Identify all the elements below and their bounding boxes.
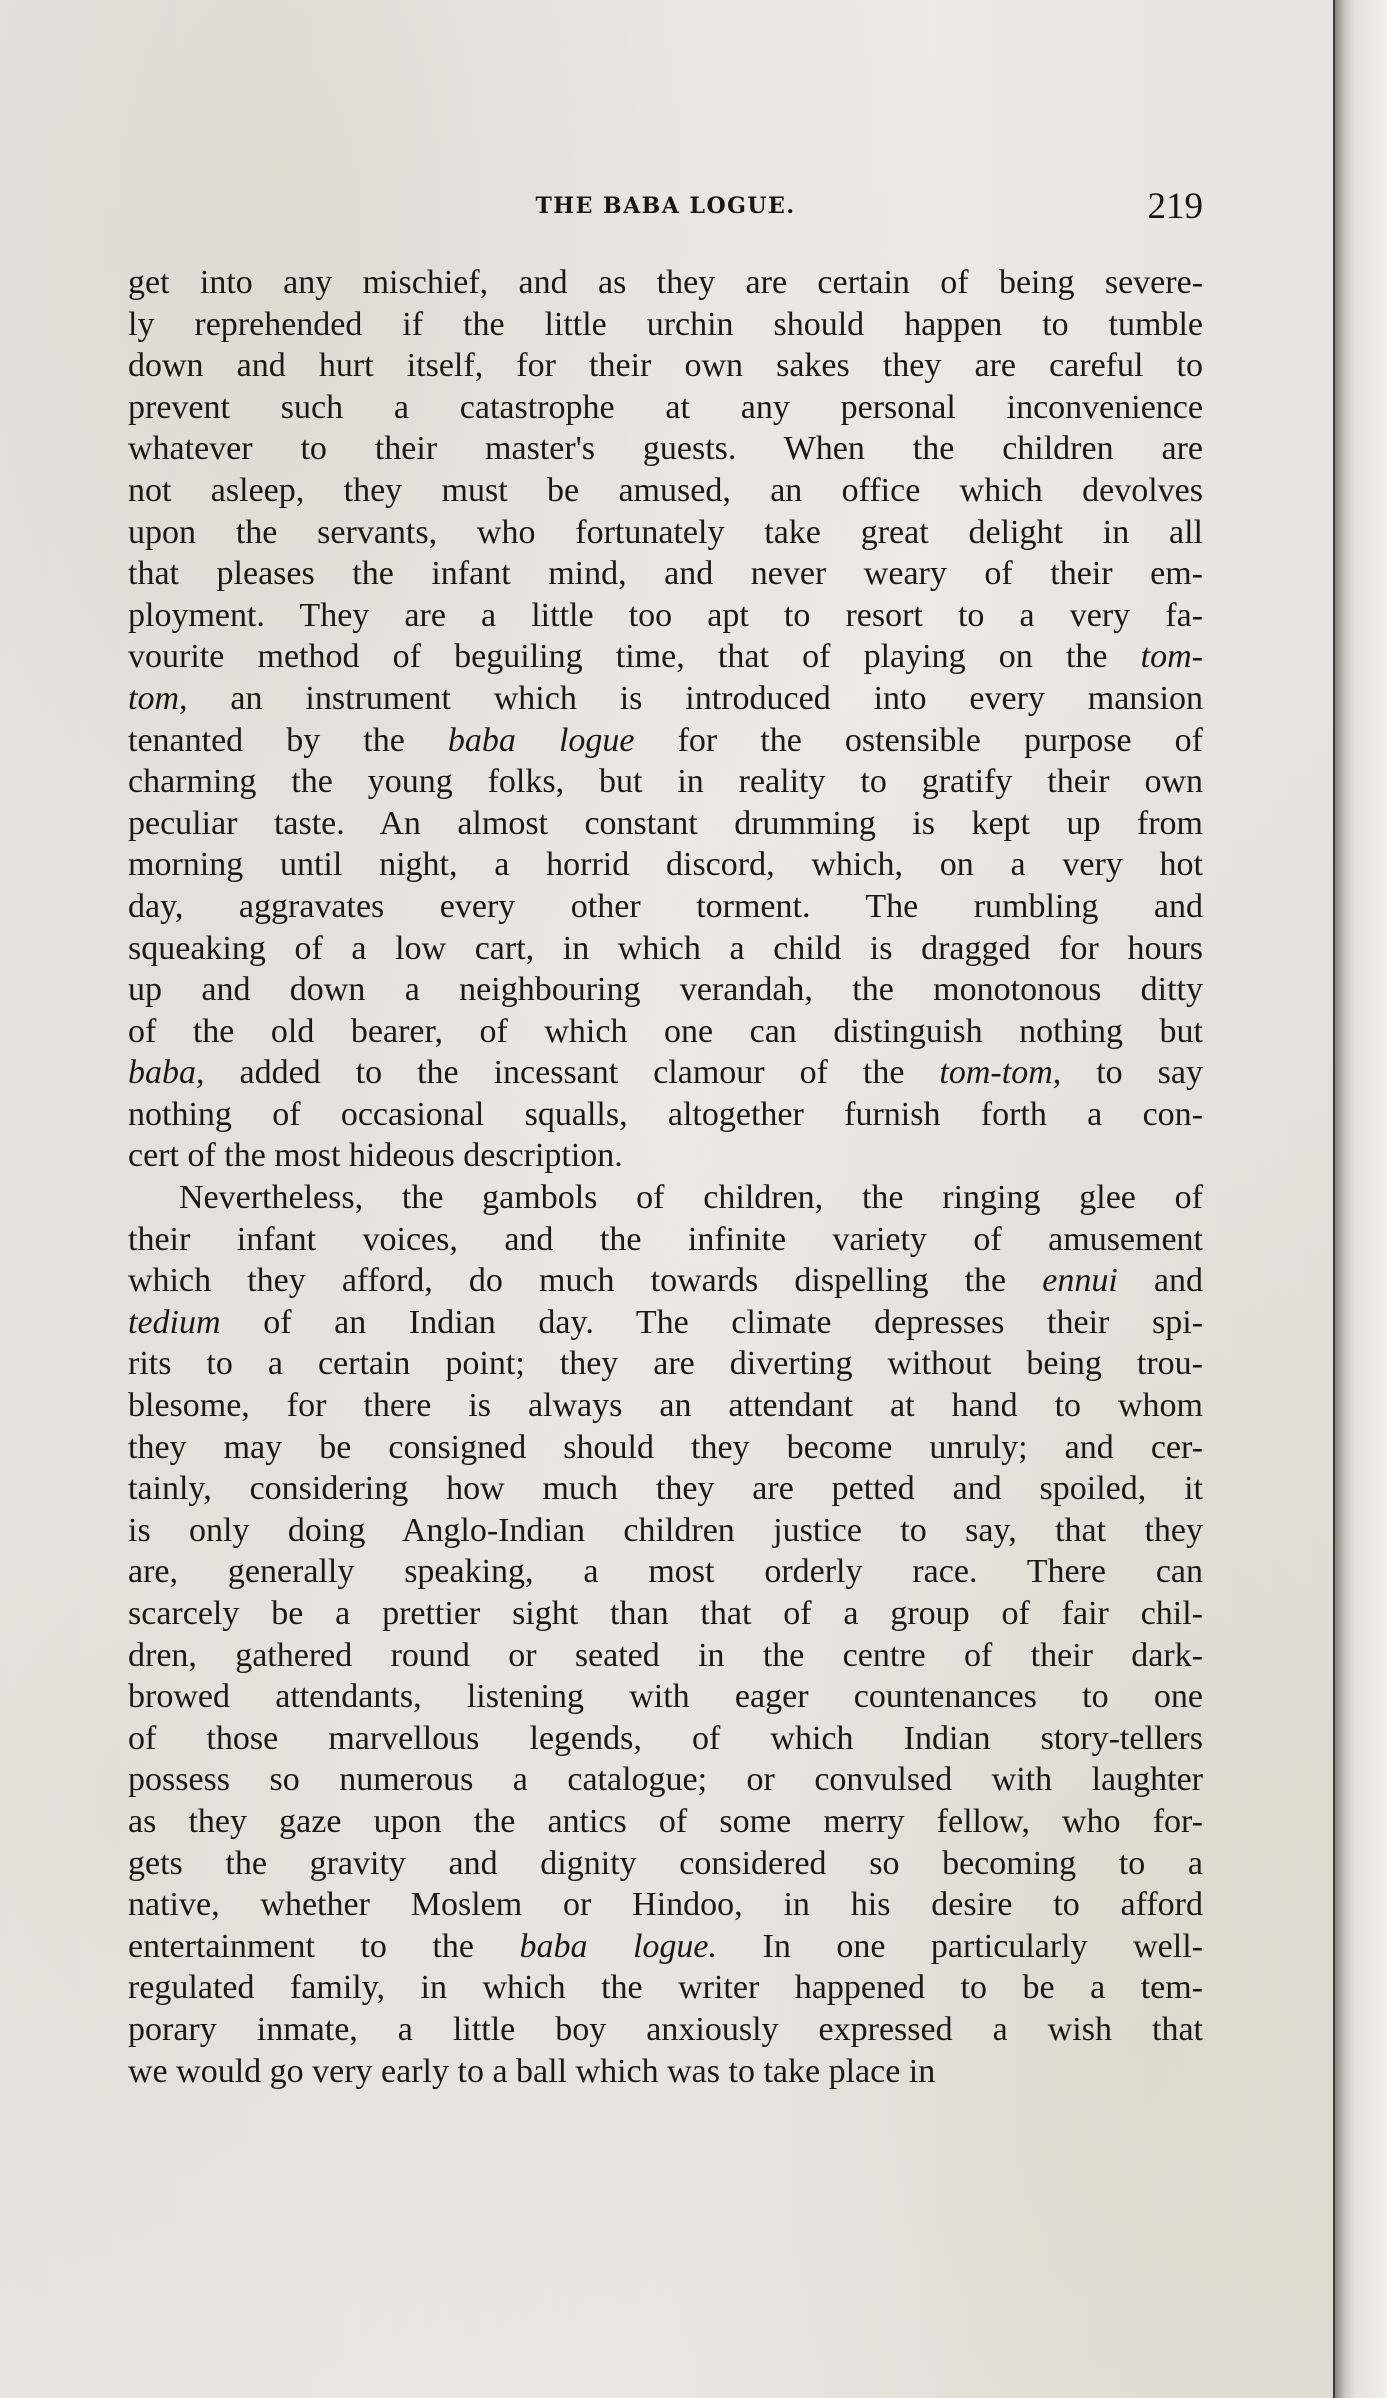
text-run: gets the gravity and dignity considered so becoming to a	[128, 1844, 1203, 1882]
text-run: to say	[1061, 1054, 1203, 1092]
text-run: nothing of occasional squalls, altogether furnish forth a con-	[128, 1095, 1203, 1133]
text-run: upon the servants, who fortunately take great delight in all	[128, 513, 1203, 551]
text-line	[128, 1094, 1203, 1136]
text-line	[128, 1135, 1203, 1177]
text-line	[128, 720, 1203, 762]
text-line	[128, 1801, 1203, 1843]
page-number: 219	[1147, 186, 1203, 227]
text-line	[128, 1052, 1203, 1094]
text-line	[128, 1385, 1203, 1427]
text-run: whatever to their master's guests. When the children are	[128, 430, 1203, 468]
text-run: we would go very early to a ball which was to take place in	[128, 2052, 936, 2090]
text-run: regulated family, in which the writer happened to be a tem-	[128, 1969, 1203, 2007]
text-run: is only doing Anglo-Indian children justice to say, that they	[128, 1511, 1203, 1549]
italic-text: tom,	[128, 679, 188, 717]
text-line	[128, 1551, 1203, 1593]
text-line	[128, 387, 1203, 429]
text-run: an instrument which is introduced into every mansion	[187, 679, 1203, 717]
paragraph	[128, 1177, 1203, 2092]
text-run: In one particularly well-	[716, 1927, 1203, 1965]
text-run: which they afford, do much towards dispelling the	[128, 1262, 1043, 1300]
text-run: peculiar taste. An almost constant drumming is kept up from	[128, 804, 1203, 842]
text-run: tenanted by the	[128, 721, 448, 759]
text-line	[128, 1635, 1203, 1677]
text-run: up and down a neighbouring verandah, the monotonous ditty	[128, 971, 1203, 1009]
text-run: blesome, for there is always an attendant at hand to whom	[128, 1387, 1203, 1425]
text-run: vourite method of beguiling time, that of playing on the	[128, 638, 1141, 676]
text-run: day, aggravates every other torment. The rumbling and	[128, 887, 1203, 925]
text-line	[128, 428, 1203, 470]
text-run: are, generally speaking, a most orderly race. There can	[128, 1553, 1203, 1591]
text-run: entertainment to the	[128, 1927, 520, 1965]
text-line	[128, 1884, 1203, 1926]
text-line	[128, 1427, 1203, 1469]
text-run: cert of the most hideous description.	[128, 1137, 623, 1175]
text-line	[128, 1510, 1203, 1552]
italic-text: baba,	[128, 1054, 205, 1092]
text-line	[128, 1468, 1203, 1510]
italic-text: tedium	[128, 1303, 221, 1341]
text-line	[128, 969, 1203, 1011]
text-run: ly reprehended if the little urchin should happen to tumble	[128, 305, 1203, 343]
text-run: tainly, considering how much they are petted and spoiled, it	[128, 1470, 1203, 1508]
text-run: of those marvellous legends, of which Indian story-tellers	[128, 1719, 1203, 1757]
italic-text: ennui	[1042, 1262, 1118, 1300]
text-line	[128, 1177, 1203, 1219]
text-run: of an Indian day. The climate depresses their spi-	[220, 1303, 1203, 1341]
text-line	[128, 2009, 1203, 2051]
text-line	[128, 553, 1203, 595]
text-line	[128, 678, 1203, 720]
italic-text: tom-tom,	[939, 1054, 1062, 1092]
text-run: scarcely be a prettier sight than that of a group of fair chil-	[128, 1595, 1203, 1632]
text-run: ployment. They are a little too apt to resort to a very fa-	[128, 596, 1203, 634]
body-text	[128, 262, 1203, 2092]
text-run: native, whether Moslem or Hindoo, in his desire to afford	[128, 1886, 1203, 1924]
text-run: their infant voices, and the infinite variety of amusement	[128, 1220, 1203, 1258]
text-run: porary inmate, a little boy anxiously expressed a wish that	[128, 2010, 1203, 2048]
text-line	[128, 1676, 1203, 1718]
text-line	[128, 512, 1203, 554]
text-line	[128, 928, 1203, 970]
text-line	[128, 2051, 1203, 2093]
text-line	[128, 1011, 1203, 1053]
text-run: rits to a certain point; they are diverting without being trou-	[128, 1345, 1203, 1383]
text-line	[128, 1843, 1203, 1885]
text-line	[128, 1219, 1203, 1261]
running-title: THE BABA LOGUE.	[535, 193, 796, 219]
text-run: Nevertheless, the gambols of children, the ringing glee of	[179, 1179, 1203, 1217]
italic-text: baba logue	[447, 721, 635, 759]
text-line	[128, 886, 1203, 928]
text-line	[128, 345, 1203, 387]
text-run: down and hurt itself, for their own sakes they are careful to	[128, 347, 1203, 385]
text-line	[128, 1260, 1203, 1302]
text-line	[128, 304, 1203, 346]
text-run: dren, gathered round or seated in the centre of their dark-	[128, 1636, 1203, 1674]
text-run: of the old bearer, of which one can distinguish nothing but	[128, 1012, 1203, 1050]
text-run: charming the young folks, but in reality to gratify their own	[128, 763, 1203, 801]
text-line	[128, 470, 1203, 512]
page-edge	[1333, 0, 1387, 2398]
text-line	[128, 1926, 1203, 1968]
text-run: added to the incessant clamour of the	[204, 1054, 940, 1092]
paragraph	[128, 262, 1203, 1177]
text-run: squeaking of a low cart, in which a child is dragged for hours	[128, 929, 1203, 967]
text-line	[128, 262, 1203, 304]
page-header	[128, 185, 1203, 235]
italic-text: tom-	[1140, 638, 1203, 676]
text-line	[128, 595, 1203, 637]
text-line	[128, 803, 1203, 845]
text-run: get into any mischief, and as they are certain of being severe-	[128, 264, 1203, 301]
italic-text: baba logue.	[519, 1927, 717, 1965]
text-run: morning until night, a horrid discord, which, on a very hot	[128, 846, 1203, 884]
text-run: for the ostensible purpose of	[634, 721, 1203, 759]
text-line	[128, 636, 1203, 678]
text-line	[128, 844, 1203, 886]
text-line	[128, 1718, 1203, 1760]
text-run: that pleases the infant mind, and never weary of their em-	[128, 555, 1203, 593]
text-line	[128, 1302, 1203, 1344]
text-line	[128, 1967, 1203, 2009]
text-run: browed attendants, listening with eager countenances to one	[128, 1678, 1203, 1716]
text-run: they may be consigned should they become unruly; and cer-	[128, 1428, 1203, 1466]
text-line	[128, 1343, 1203, 1385]
text-run: possess so numerous a catalogue; or convulsed with laughter	[128, 1761, 1203, 1799]
text-line	[128, 1759, 1203, 1801]
text-line	[128, 1593, 1203, 1635]
text-run: prevent such a catastrophe at any personal inconvenience	[128, 388, 1203, 426]
text-run: as they gaze upon the antics of some merry fellow, who for-	[128, 1802, 1203, 1840]
text-run: not asleep, they must be amused, an office which devolves	[128, 471, 1203, 509]
text-run: and	[1117, 1262, 1203, 1300]
text-line	[128, 761, 1203, 803]
